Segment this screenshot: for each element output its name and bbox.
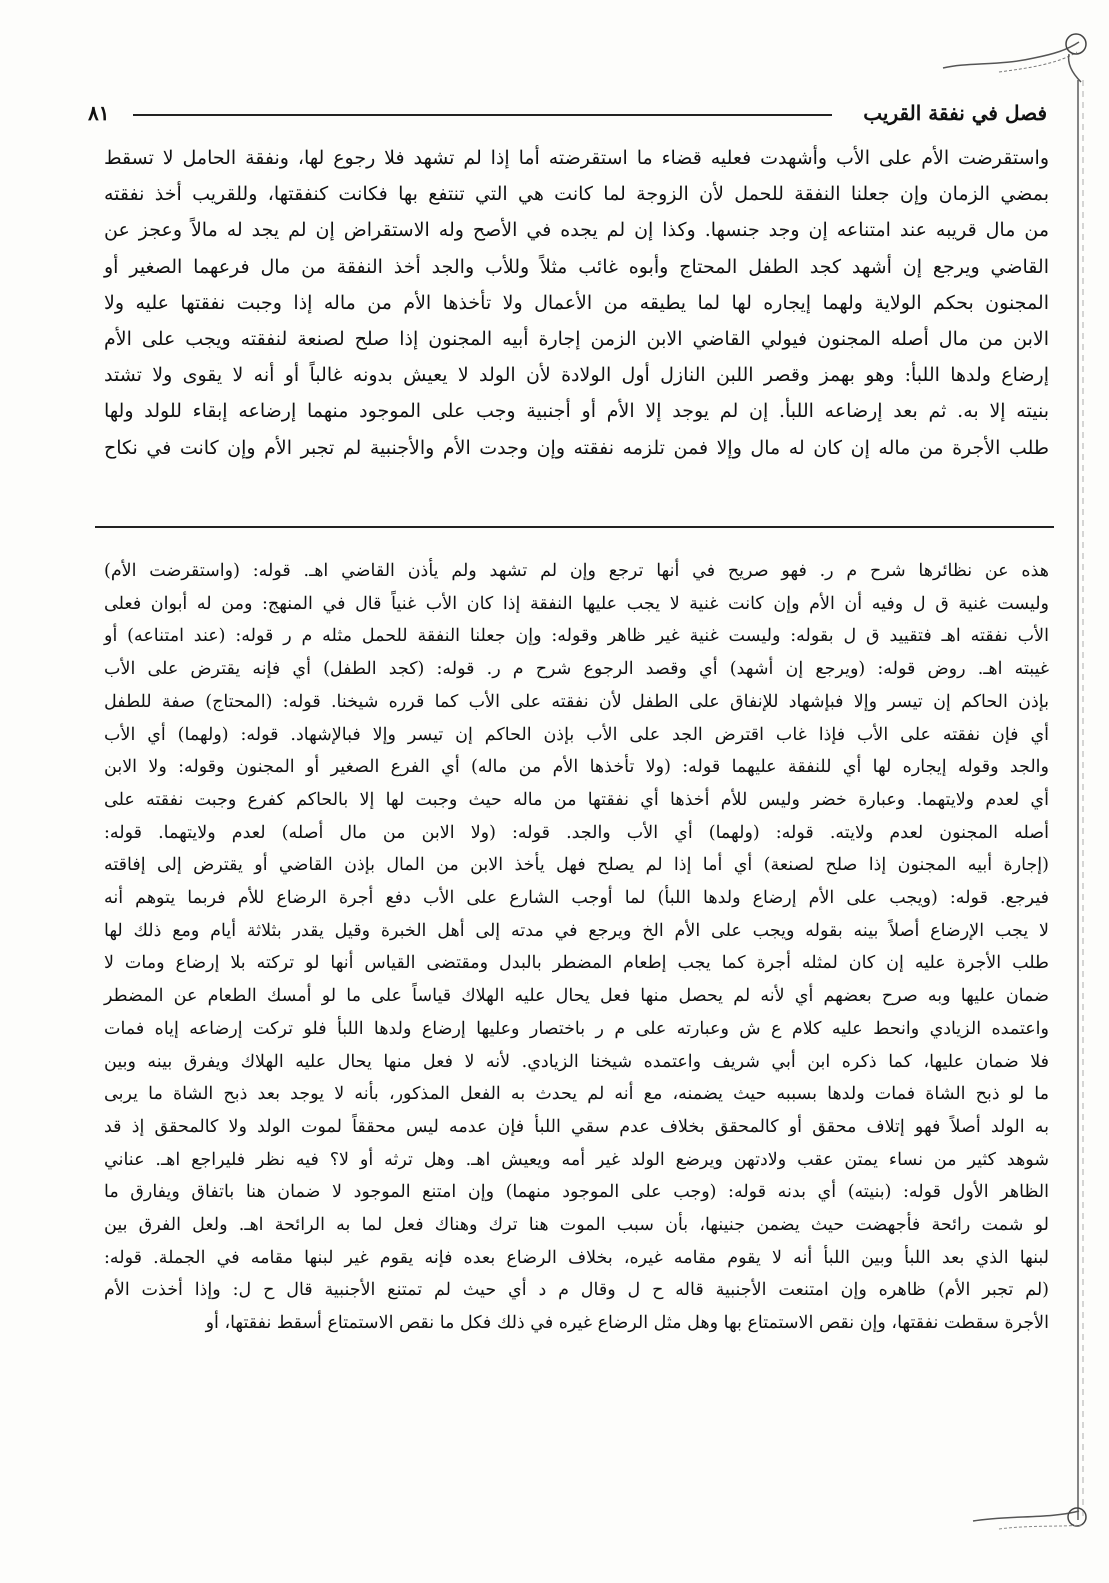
main-line: إرضاع ولدها اللبأ: وهو بهمز وقصر اللبن النازل أول الولادة لأن الولد لا يعيش بدونه غالباً أو أنه لا يقوى ولا تشتد [104, 364, 1049, 387]
footnote-line: (إجارة أبيه المجنون إذا صلح لصنعة) أي أما إذا لم يصلح فهل يأخذ الابن من المال بإذن القاضي أو يقترض إلى إفاقته [104, 855, 1049, 876]
footnote-line: وليست غنية ق ل وفيه أن الأم وإن كانت غنية لا يجب عليها النفقة إذا كان الأب غنياً قال في المنهج: ومن له أبوان فعلى [104, 593, 1049, 614]
footnote-line: هذه عن نظائرها شرح م ر. فهو صريح في أنها ترجع وإن لم تشهد ولم يأذن القاضي اهـ. قوله: (واستقرضت الأم) [104, 561, 1049, 581]
footnote-line: لبنها الذي بعد اللبأ وبين اللبأ أنه لا يقوم مقامه غيره، بخلاف الرضاع بعده فإنه يقوم غير لبنها مقامه في الجملة. قوله: [104, 1247, 1049, 1268]
page-number: ٨١ [88, 101, 110, 125]
footnote-line: فيرجع. قوله: (ويجب على الأم إرضاع ولدها اللبأ) لما أوجب الشارع على الأب دفع أجرة الرضاع للأم فربما يتوهم أنه [104, 888, 1049, 909]
footnote-line: غيبته اهـ. روض قوله: (ويرجع إن أشهد) أي وقصد الرجوع شرح م ر. قوله: (كجد الطفل) أي فإنه يقترض على الأب [104, 659, 1049, 680]
footnote-line: فلا ضمان عليها، كما ذكره ابن أبي شريف واعتمده شيخنا الزيادي. لأنه لا فعل منها يحال عليه الهلاك ويفرق بينه وبين [104, 1051, 1049, 1072]
footnote-line: به الولد أصلاً فهو إتلاف محقق أو كالمحقق بخلاف عدم سقي اللبأ فإن عدمه ليس محققاً لموت الولد ولا كالمحقق إذ قد [104, 1116, 1049, 1137]
running-title: فصل في نفقة القريب [863, 101, 1047, 125]
main-line: القاضي ويرجع إن أشهد كجد الطفل المحتاج وأبوه غائب مثلاً وللأب والجد أخذ النفقة من مال فرعهما الصغير أو [104, 255, 1049, 278]
main-line: الابن من مال أصله المجنون فيولي القاضي الابن الزمن إجارة أبيه المجنون إذا صلح لصنعة لنفقته ويجب على الأم [104, 328, 1049, 351]
main-line: من مال قريبه عند امتناعه إن وجد جنسها. وكذا إن لم يجده في الأصح وله الاستقراض إن لم يجد له مالاً وعجز عن [104, 219, 1049, 242]
footnote-line: أي فإن نفقته على الأب فإذا غاب اقترض الجد على الأب بإذن الحاكم إن تيسر وإلا فبالإشهاد. قوله: (ولهما) أي الأب [104, 724, 1049, 745]
footnote-line: بإذن الحاكم إن تيسر وإلا فبإشهاد للإنفاق على الطفل لأن نفقته على الأب كما قرره شيخنا. قوله: (المحتاج) صفة للطفل [104, 691, 1049, 712]
footnote-line: الأجرة سقطت نفقتها، وإن نقص الاستمتاع بها وهل مثل الرضاع غيره في ذلك فكل ما نقص الاستمتاع أسقط نفقتها، أو [205, 1313, 1049, 1334]
footnote-line: ما لو ذبح الشاة فمات ولدها بسببه حيث يضمنه، مع أنه لم يحدث به الفعل المذكور، بأنه لا يوجد بعد ذبح الشاة ما يربى [104, 1084, 1049, 1105]
footnote-line: شوهد كثير من نساء يمتن عقب ولادتهن ويرضع الولد غير أمه ويعيش اهـ. وهل ترثه أو لا؟ فيه نظر فليراجع اهـ. عناني [104, 1149, 1049, 1170]
header-rule [133, 114, 832, 116]
footnote-line: أصله المجنون لعدم ولايته. قوله: (ولهما) أي الأب والجد. قوله: (ولا الابن من مال أصله) لعدم ولايتهما. قوله: [104, 822, 1049, 843]
footnote-line: الأب نفقته اهـ فتقييد ق ل بقوله: وليست غنية غير ظاهر وقوله: وإن جعلنا النفقة للحمل مثله م ر قوله: (عند امتناعه) أو [104, 626, 1049, 647]
main-text [104, 140, 1049, 466]
footnote-line: أي لعدم ولايتهما. وعبارة خضر وليس للأم أخذها أي نفقتها من ماله حيث وجبت لها إلا بالحاكم كفرع وجبت نفقته على [104, 789, 1049, 810]
footnote-line: (لم تجبر الأم) ظاهره وإن امتنعت الأجنبية قاله ح ل وقال م د أي حيث لم تمتنع الأجنبية قال ح ل: وإذا أخذت الأم [104, 1280, 1049, 1301]
footnote-line: لا يجب الإرضاع أصلاً بينه بقوله ويجب على الأم الخ ويرجع في مدته إلى أهل الخبرة وقيل يقدر بثلاثة أيام ومع ذلك لها [104, 920, 1049, 941]
main-line: بمضي الزمان وإن جعلنا النفقة للحمل لأن الزوجة لما كانت هي التي تنتفع بها فكانت كنفقتها، وللقريب أخذ نفقته [104, 183, 1049, 206]
main-line: طلب الأجرة من ماله إن كان له مال وإلا فمن تلزمه نفقته وإن وجدت الأم والأجنبية لم تجبر الأم وإن كانت في نكاح [104, 436, 1049, 459]
footnote-line: ضمان عليها وبه صرح بعضهم أي لأنه لم يحصل منها فعل يحال عليه الهلاك قياساً على ما لو أمسك الطعام عن المضطر [104, 986, 1049, 1007]
corner-ornament-bottom-right [969, 1495, 1089, 1535]
page-header [88, 98, 1047, 132]
footnote-line: لو شمت رائحة فأجهضت حيث يضمن جنينها، بأن سبب الموت هنا ترك وهناك فعل لما به الرائحة اهـ. ولعل الفرق بين [104, 1215, 1049, 1236]
main-line: واستقرضت الأم على الأب وأشهدت فعليه قضاء ما استقرضته أما إذا لم تشهد فلا رجوع لها، ونفقة الحامل لا تسقط [104, 147, 1049, 169]
footnote-line: الظاهر الأول قوله: (بنيته) أي بدنه قوله: (وجب على الموجود منهما) وإن امتنع الموجود لا ضمان هنا باتفاق ويفارق ما [104, 1182, 1049, 1203]
footnote-line: واعتمده الزيادي وانحط عليه كلام ع ش وعبارته على م ر باختصار وعليها إرضاع ولدها اللبأ فلو تركت إرضاعه إياه فمات [104, 1018, 1049, 1039]
main-line: المجنون بحكم الولاية ولهما إيجاره لها لما يطيقه من الأعمال ولا تأخذها الأم من ماله إذا وجبت نفقتها عليه ولا [104, 291, 1049, 314]
footnote-line: والجد وقوله إيجاره لها أي للنفقة عليهما قوله: (ولا تأخذها الأم من ماله) أي الفرع الصغير أو المجنون وقوله: ولا الابن [104, 757, 1049, 778]
corner-ornament-top-right [939, 28, 1089, 86]
main-line: بنيته إلا به. ثم بعد إرضاعه اللبأ. إن لم يوجد إلا الأم أو أجنبية وجب على الموجود منهما إرضاعه إبقاء للولد ولها [104, 400, 1049, 423]
footnote-line: طلب الأجرة عليه إن كان لمثله أجرة كما يجب إطعام المضطر بالبدل ومقتضى القياس أنها لو تركته بلا إرضاع ومات لا [104, 953, 1049, 974]
footnote-text [104, 555, 1049, 1340]
page-border-ornament-right [1069, 80, 1087, 1520]
footnote-divider [95, 526, 1054, 528]
